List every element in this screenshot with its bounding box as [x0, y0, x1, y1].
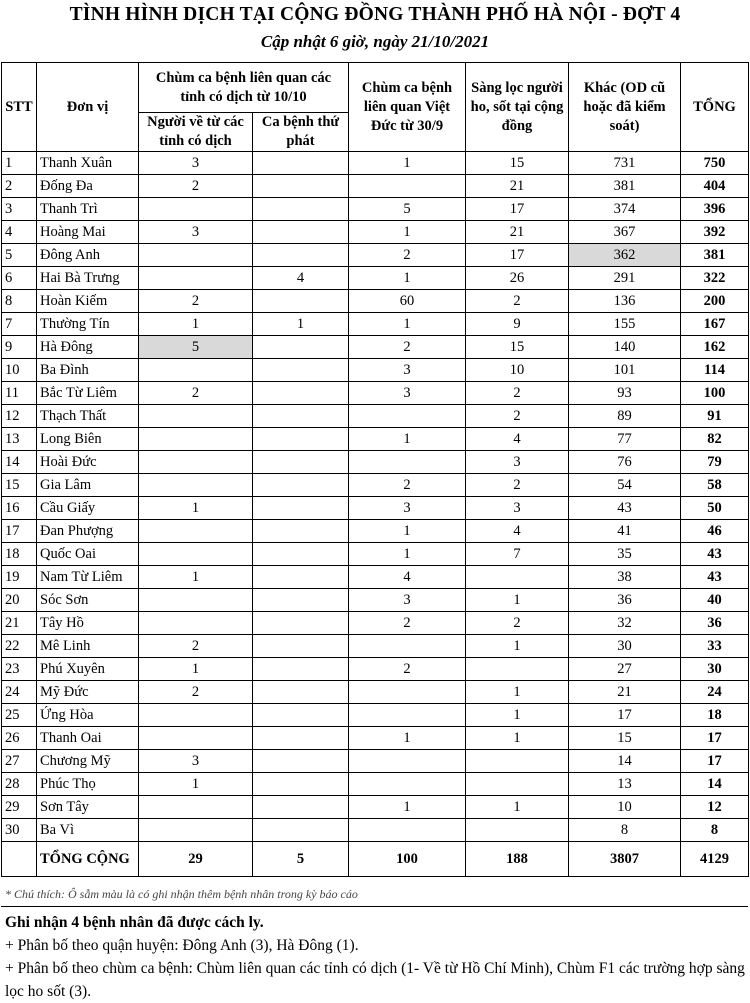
cell-tong: 100	[681, 382, 749, 405]
table-row	[2, 313, 749, 336]
header-nguoi-ve: Người về từ các tỉnh có dịch	[139, 113, 253, 152]
cases-table	[1, 62, 749, 877]
cell-sang-loc: 1	[466, 635, 569, 658]
table-row	[2, 681, 749, 704]
cell-sang-loc: 9	[466, 313, 569, 336]
cell-thu-phat	[253, 382, 349, 405]
table-row	[2, 497, 749, 520]
cell-viet-duc: 3	[349, 589, 466, 612]
cell-sang-loc: 1	[466, 727, 569, 750]
table-row	[2, 658, 749, 681]
cell-tong: 114	[681, 359, 749, 382]
cell-sang-loc: 2	[466, 474, 569, 497]
cell-tong: 43	[681, 566, 749, 589]
cell-don-vi: Nam Từ Liêm	[37, 566, 139, 589]
cell-nguoi-ve: 3	[139, 221, 253, 244]
table-body	[2, 152, 749, 842]
cell-nguoi-ve	[139, 612, 253, 635]
cell-stt: 15	[2, 474, 37, 497]
table-row	[2, 198, 749, 221]
table-row	[2, 796, 749, 819]
cell-stt: 2	[2, 175, 37, 198]
cell-tong: 91	[681, 405, 749, 428]
cell-thu-phat	[253, 635, 349, 658]
cell-sang-loc	[466, 658, 569, 681]
table-row	[2, 566, 749, 589]
cell-khac: 89	[569, 405, 681, 428]
cell-thu-phat	[253, 405, 349, 428]
cell-stt: 27	[2, 750, 37, 773]
cell-tong: 50	[681, 497, 749, 520]
cell-don-vi: Gia Lâm	[37, 474, 139, 497]
cell-stt: 29	[2, 796, 37, 819]
cell-thu-phat	[253, 589, 349, 612]
footnote: * Chú thích: Ô sẫm màu là có ghi nhận thêm bệnh nhân trong kỳ báo cáo	[5, 887, 358, 901]
cell-nguoi-ve: 1	[139, 658, 253, 681]
cell-nguoi-ve	[139, 451, 253, 474]
cell-sang-loc	[466, 566, 569, 589]
cell-sang-loc: 17	[466, 244, 569, 267]
cell-khac: 43	[569, 497, 681, 520]
header-thu-phat: Ca bệnh thứ phát	[253, 113, 349, 152]
cell-viet-duc: 3	[349, 382, 466, 405]
cell-nguoi-ve: 5	[139, 336, 253, 359]
table-row	[2, 152, 749, 175]
cell-khac: 291	[569, 267, 681, 290]
cell-don-vi: Mỹ Đức	[37, 681, 139, 704]
cell-don-vi: Mê Linh	[37, 635, 139, 658]
cell-khac: 41	[569, 520, 681, 543]
total-nguoi-ve: 29	[139, 842, 253, 877]
cell-nguoi-ve	[139, 244, 253, 267]
header-viet-duc: Chùm ca bệnh liên quan Việt Đức từ 30/9	[349, 63, 466, 152]
cell-khac: 155	[569, 313, 681, 336]
cell-tong: 30	[681, 658, 749, 681]
cell-sang-loc	[466, 773, 569, 796]
cell-don-vi: Sơn Tây	[37, 796, 139, 819]
cell-thu-phat	[253, 198, 349, 221]
cell-sang-loc: 1	[466, 589, 569, 612]
cell-nguoi-ve: 2	[139, 175, 253, 198]
cell-thu-phat	[253, 359, 349, 382]
cell-sang-loc: 2	[466, 612, 569, 635]
cell-don-vi: Quốc Oai	[37, 543, 139, 566]
cell-tong: 82	[681, 428, 749, 451]
table-row	[2, 543, 749, 566]
cell-thu-phat	[253, 612, 349, 635]
total-tong: 4129	[681, 842, 749, 877]
cell-sang-loc	[466, 819, 569, 842]
total-sang-loc: 188	[466, 842, 569, 877]
report-title: TÌNH HÌNH DỊCH TẠI CỘNG ĐỒNG THÀNH PHỐ HÀ NỘI - ĐỢT 4	[69, 4, 681, 25]
cell-don-vi: Ứng Hòa	[37, 704, 139, 727]
cell-sang-loc: 2	[466, 382, 569, 405]
cell-nguoi-ve: 3	[139, 750, 253, 773]
cell-viet-duc: 60	[349, 290, 466, 313]
cell-stt: 1	[2, 152, 37, 175]
total-thu-phat: 5	[253, 842, 349, 877]
cell-sang-loc: 1	[466, 704, 569, 727]
cell-stt: 13	[2, 428, 37, 451]
table-row	[2, 773, 749, 796]
cell-khac: 76	[569, 451, 681, 474]
cell-tong: 46	[681, 520, 749, 543]
cell-sang-loc: 15	[466, 336, 569, 359]
cell-khac: 35	[569, 543, 681, 566]
cell-khac: 140	[569, 336, 681, 359]
cell-tong: 750	[681, 152, 749, 175]
cell-khac: 38	[569, 566, 681, 589]
cell-nguoi-ve	[139, 796, 253, 819]
cell-viet-duc: 1	[349, 796, 466, 819]
cell-nguoi-ve: 1	[139, 313, 253, 336]
cell-viet-duc: 3	[349, 497, 466, 520]
cell-stt: 3	[2, 198, 37, 221]
header-khac: Khác (OD cũ hoặc đã kiểm soát)	[569, 63, 681, 152]
cell-viet-duc: 2	[349, 336, 466, 359]
cell-stt: 20	[2, 589, 37, 612]
cell-viet-duc: 2	[349, 474, 466, 497]
cell-tong: 79	[681, 451, 749, 474]
cell-khac: 30	[569, 635, 681, 658]
cell-nguoi-ve	[139, 520, 253, 543]
cell-stt: 22	[2, 635, 37, 658]
cell-thu-phat	[253, 336, 349, 359]
cell-sang-loc: 10	[466, 359, 569, 382]
cell-don-vi: Bắc Từ Liêm	[37, 382, 139, 405]
cell-tong: 17	[681, 727, 749, 750]
cell-nguoi-ve	[139, 198, 253, 221]
table-row	[2, 336, 749, 359]
cell-tong: 24	[681, 681, 749, 704]
cell-don-vi: Thanh Oai	[37, 727, 139, 750]
summary-block	[5, 911, 745, 1003]
cell-stt: 6	[2, 267, 37, 290]
summary-headline: Ghi nhận 4 bệnh nhân đã được cách ly.	[5, 914, 264, 931]
cell-stt: 16	[2, 497, 37, 520]
cell-stt: 30	[2, 819, 37, 842]
cell-khac: 21	[569, 681, 681, 704]
cell-nguoi-ve: 2	[139, 681, 253, 704]
cell-don-vi: Long Biên	[37, 428, 139, 451]
cell-nguoi-ve	[139, 704, 253, 727]
cell-thu-phat	[253, 773, 349, 796]
header-sang-loc: Sàng lọc người ho, sốt tại cộng đồng	[466, 63, 569, 152]
cell-sang-loc: 1	[466, 796, 569, 819]
table-row	[2, 704, 749, 727]
cell-sang-loc: 1	[466, 681, 569, 704]
cell-tong: 167	[681, 313, 749, 336]
cell-khac: 93	[569, 382, 681, 405]
total-label: TỔNG CỘNG	[37, 842, 139, 877]
cell-tong: 162	[681, 336, 749, 359]
cell-nguoi-ve	[139, 589, 253, 612]
cell-stt: 11	[2, 382, 37, 405]
cell-khac: 27	[569, 658, 681, 681]
header-stt: STT	[2, 63, 37, 152]
cell-thu-phat	[253, 474, 349, 497]
cell-nguoi-ve: 1	[139, 773, 253, 796]
cell-viet-duc	[349, 704, 466, 727]
cell-don-vi: Phú Xuyên	[37, 658, 139, 681]
cell-thu-phat	[253, 658, 349, 681]
report-subtitle: Cập nhật 6 giờ, ngày 21/10/2021	[260, 32, 490, 51]
cell-viet-duc: 1	[349, 221, 466, 244]
cell-nguoi-ve: 2	[139, 382, 253, 405]
cell-viet-duc: 1	[349, 428, 466, 451]
cell-tong: 12	[681, 796, 749, 819]
cell-thu-phat	[253, 152, 349, 175]
summary-district-line: + Phân bố theo quận huyện: Đông Anh (3), Hà Đông (1).	[5, 937, 359, 954]
table-row	[2, 750, 749, 773]
cell-viet-duc	[349, 635, 466, 658]
total-stt	[2, 842, 37, 877]
cell-khac: 136	[569, 290, 681, 313]
cell-nguoi-ve: 1	[139, 497, 253, 520]
table-row	[2, 819, 749, 842]
cell-khac: 54	[569, 474, 681, 497]
cell-khac: 8	[569, 819, 681, 842]
table-row	[2, 290, 749, 313]
cell-viet-duc	[349, 405, 466, 428]
cell-don-vi: Tây Hồ	[37, 612, 139, 635]
cell-don-vi: Ba Đình	[37, 359, 139, 382]
table-row	[2, 221, 749, 244]
cell-khac: 32	[569, 612, 681, 635]
total-row	[2, 842, 749, 877]
cell-thu-phat	[253, 497, 349, 520]
cell-viet-duc	[349, 819, 466, 842]
cell-stt: 18	[2, 543, 37, 566]
table-row	[2, 267, 749, 290]
cell-khac: 367	[569, 221, 681, 244]
divider	[1, 906, 748, 907]
cell-khac: 15	[569, 727, 681, 750]
cell-thu-phat	[253, 566, 349, 589]
cell-thu-phat	[253, 428, 349, 451]
cell-tong: 8	[681, 819, 749, 842]
cell-stt: 28	[2, 773, 37, 796]
cell-stt: 21	[2, 612, 37, 635]
cell-don-vi: Hai Bà Trưng	[37, 267, 139, 290]
cell-nguoi-ve	[139, 543, 253, 566]
cell-sang-loc: 26	[466, 267, 569, 290]
cell-thu-phat	[253, 727, 349, 750]
cell-don-vi: Hoàng Mai	[37, 221, 139, 244]
cell-sang-loc	[466, 750, 569, 773]
cell-khac: 17	[569, 704, 681, 727]
cell-stt: 5	[2, 244, 37, 267]
table-row	[2, 474, 749, 497]
cell-khac: 77	[569, 428, 681, 451]
cell-don-vi: Thường Tín	[37, 313, 139, 336]
table-row	[2, 612, 749, 635]
cell-khac: 381	[569, 175, 681, 198]
cell-viet-duc: 1	[349, 152, 466, 175]
total-khac: 3807	[569, 842, 681, 877]
cell-stt: 12	[2, 405, 37, 428]
cell-khac: 374	[569, 198, 681, 221]
cell-don-vi: Thạch Thất	[37, 405, 139, 428]
cell-tong: 36	[681, 612, 749, 635]
cell-tong: 33	[681, 635, 749, 658]
cell-don-vi: Đông Anh	[37, 244, 139, 267]
cell-tong: 14	[681, 773, 749, 796]
cell-nguoi-ve	[139, 428, 253, 451]
cell-don-vi: Cầu Giấy	[37, 497, 139, 520]
cell-viet-duc: 2	[349, 658, 466, 681]
cell-stt: 26	[2, 727, 37, 750]
cell-stt: 24	[2, 681, 37, 704]
cell-sang-loc: 21	[466, 175, 569, 198]
table-row	[2, 451, 749, 474]
table-row	[2, 244, 749, 267]
cell-nguoi-ve	[139, 727, 253, 750]
cell-sang-loc: 17	[466, 198, 569, 221]
cell-don-vi: Đống Đa	[37, 175, 139, 198]
cell-tong: 381	[681, 244, 749, 267]
cell-nguoi-ve	[139, 359, 253, 382]
cell-nguoi-ve: 2	[139, 290, 253, 313]
table-row	[2, 382, 749, 405]
cell-stt: 23	[2, 658, 37, 681]
table-row	[2, 428, 749, 451]
cell-stt: 8	[2, 290, 37, 313]
cell-tong: 396	[681, 198, 749, 221]
cell-khac: 101	[569, 359, 681, 382]
cell-viet-duc	[349, 175, 466, 198]
cell-khac: 13	[569, 773, 681, 796]
cell-stt: 17	[2, 520, 37, 543]
cell-sang-loc: 2	[466, 290, 569, 313]
cell-stt: 19	[2, 566, 37, 589]
cell-viet-duc: 1	[349, 520, 466, 543]
cell-viet-duc: 1	[349, 267, 466, 290]
total-viet-duc: 100	[349, 842, 466, 877]
cell-sang-loc: 15	[466, 152, 569, 175]
cell-tong: 43	[681, 543, 749, 566]
cell-tong: 404	[681, 175, 749, 198]
cell-nguoi-ve: 2	[139, 635, 253, 658]
cell-stt: 4	[2, 221, 37, 244]
cell-sang-loc: 3	[466, 451, 569, 474]
cell-tong: 200	[681, 290, 749, 313]
cell-tong: 17	[681, 750, 749, 773]
cell-tong: 18	[681, 704, 749, 727]
cell-khac: 10	[569, 796, 681, 819]
cell-sang-loc: 4	[466, 428, 569, 451]
cell-thu-phat	[253, 681, 349, 704]
table-row	[2, 635, 749, 658]
cell-don-vi: Hà Đông	[37, 336, 139, 359]
cell-don-vi: Đan Phượng	[37, 520, 139, 543]
header-cluster-group: Chùm ca bệnh liên quan các tỉnh có dịch từ 10/10	[139, 63, 349, 113]
cell-viet-duc: 2	[349, 244, 466, 267]
cell-thu-phat	[253, 543, 349, 566]
cell-thu-phat	[253, 244, 349, 267]
cell-stt: 14	[2, 451, 37, 474]
cell-khac: 36	[569, 589, 681, 612]
cell-nguoi-ve: 3	[139, 152, 253, 175]
table-row	[2, 359, 749, 382]
cell-viet-duc: 1	[349, 543, 466, 566]
table-row	[2, 175, 749, 198]
cell-thu-phat	[253, 290, 349, 313]
cell-khac: 362	[569, 244, 681, 267]
cell-stt: 7	[2, 313, 37, 336]
cell-don-vi: Hoàn Kiếm	[37, 290, 139, 313]
cell-viet-duc	[349, 681, 466, 704]
cell-nguoi-ve	[139, 819, 253, 842]
cell-don-vi: Thanh Xuân	[37, 152, 139, 175]
cell-viet-duc	[349, 773, 466, 796]
cell-thu-phat	[253, 750, 349, 773]
cell-tong: 392	[681, 221, 749, 244]
cell-don-vi: Chương Mỹ	[37, 750, 139, 773]
header-don-vi: Đơn vị	[37, 63, 139, 152]
cell-thu-phat	[253, 796, 349, 819]
cell-don-vi: Hoài Đức	[37, 451, 139, 474]
cell-thu-phat	[253, 451, 349, 474]
cell-nguoi-ve: 1	[139, 566, 253, 589]
cell-sang-loc: 4	[466, 520, 569, 543]
table-row	[2, 727, 749, 750]
table-row	[2, 405, 749, 428]
cell-don-vi: Ba Vì	[37, 819, 139, 842]
cell-nguoi-ve	[139, 474, 253, 497]
cell-viet-duc	[349, 750, 466, 773]
cell-viet-duc	[349, 451, 466, 474]
cell-viet-duc: 1	[349, 313, 466, 336]
header-tong: TỔNG	[681, 63, 749, 152]
cell-tong: 322	[681, 267, 749, 290]
cell-sang-loc: 2	[466, 405, 569, 428]
cell-tong: 58	[681, 474, 749, 497]
cell-thu-phat	[253, 221, 349, 244]
cell-viet-duc: 5	[349, 198, 466, 221]
table-row	[2, 520, 749, 543]
cell-stt: 9	[2, 336, 37, 359]
cell-sang-loc: 7	[466, 543, 569, 566]
cell-viet-duc: 3	[349, 359, 466, 382]
cell-thu-phat	[253, 704, 349, 727]
cell-thu-phat	[253, 819, 349, 842]
summary-cluster-line: + Phân bố theo chùm ca bệnh: Chùm liên quan các tỉnh có dịch (1- Về từ Hồ Chí Minh), Chùm F1 các trường hợp sàng lọc ho sốt (3).	[5, 960, 745, 1000]
cell-don-vi: Thanh Trì	[37, 198, 139, 221]
cell-viet-duc: 4	[349, 566, 466, 589]
cell-sang-loc: 3	[466, 497, 569, 520]
cell-viet-duc: 2	[349, 612, 466, 635]
cell-don-vi: Phúc Thọ	[37, 773, 139, 796]
cell-stt: 25	[2, 704, 37, 727]
cell-stt: 10	[2, 359, 37, 382]
cell-nguoi-ve	[139, 267, 253, 290]
table-row	[2, 589, 749, 612]
cell-don-vi: Sóc Sơn	[37, 589, 139, 612]
cell-thu-phat: 4	[253, 267, 349, 290]
cell-viet-duc: 1	[349, 727, 466, 750]
cell-khac: 14	[569, 750, 681, 773]
cell-thu-phat	[253, 520, 349, 543]
cell-sang-loc: 21	[466, 221, 569, 244]
cell-thu-phat	[253, 175, 349, 198]
cell-khac: 731	[569, 152, 681, 175]
cell-nguoi-ve	[139, 405, 253, 428]
cell-thu-phat: 1	[253, 313, 349, 336]
cell-tong: 40	[681, 589, 749, 612]
